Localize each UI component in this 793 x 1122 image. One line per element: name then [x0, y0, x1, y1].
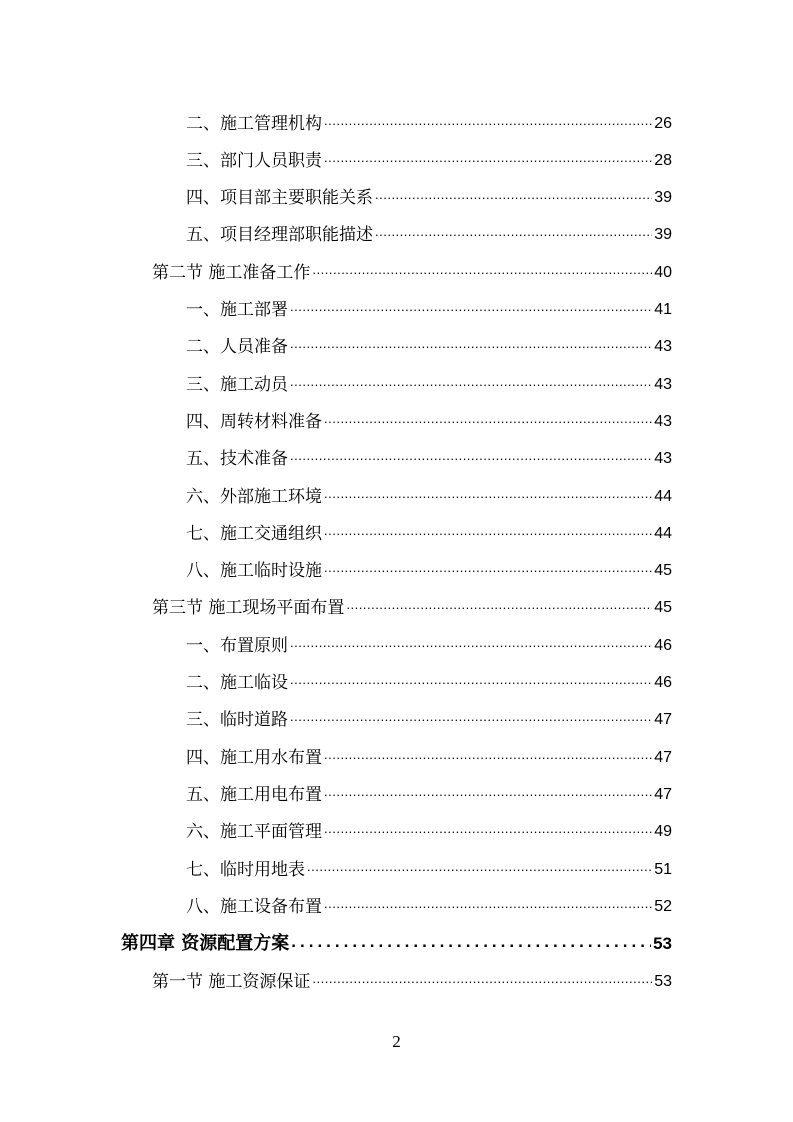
toc-entry-page: 51 [654, 861, 672, 878]
toc-dot-leader [290, 670, 652, 690]
toc-entry-page: 28 [654, 152, 672, 169]
toc-entry-title: 六、外部施工环境 [186, 487, 322, 507]
toc-entry-title: 二、施工管理机构 [186, 114, 322, 134]
toc-entry-title: 三、临时道路 [186, 710, 288, 730]
toc-entry[interactable] [152, 253, 672, 283]
toc-dot-leader [290, 297, 652, 317]
toc-entry-page: 45 [654, 562, 672, 579]
toc-dot-leader [324, 484, 652, 504]
toc-entry[interactable] [186, 477, 672, 507]
toc-dot-leader [324, 409, 652, 429]
toc-entry[interactable] [186, 700, 672, 730]
toc-dot-leader [375, 185, 652, 205]
toc-dot-leader [346, 595, 652, 615]
toc-dot-leader [291, 932, 651, 952]
toc-entry-page: 43 [654, 376, 672, 393]
toc-entry[interactable] [186, 663, 672, 693]
toc-entry-page: 47 [654, 711, 672, 728]
toc-dot-leader [324, 819, 652, 839]
toc-dot-leader [324, 745, 652, 765]
toc-entry-page: 45 [654, 599, 672, 616]
toc-entry-title: 四、周转材料准备 [186, 412, 322, 432]
toc-entry-title: 第四章 资源配置方案 [121, 933, 290, 954]
toc-dot-leader [290, 707, 652, 727]
toc-entry-title: 五、技术准备 [186, 449, 288, 469]
toc-entry-page: 47 [654, 786, 672, 803]
toc-entry-page: 47 [654, 749, 672, 766]
toc-dot-leader [324, 782, 652, 802]
toc-entry[interactable] [186, 514, 672, 544]
toc-entry-title: 第一节 施工资源保证 [152, 972, 311, 992]
toc-entry-title: 五、项目经理部职能描述 [186, 225, 373, 245]
toc-entry-title: 二、人员准备 [186, 337, 288, 357]
toc-entry-title: 七、施工交通组织 [186, 524, 322, 544]
toc-entry-title: 四、项目部主要职能关系 [186, 188, 373, 208]
toc-dot-leader [324, 111, 652, 131]
toc-entry-page: 46 [654, 674, 672, 691]
toc-entry-page: 40 [654, 264, 672, 281]
toc-entry-page: 52 [654, 898, 672, 915]
toc-entry-page: 44 [654, 525, 672, 542]
toc-entry-title: 八、施工设备布置 [186, 897, 322, 917]
toc-entry-page: 43 [654, 338, 672, 355]
toc-entry-title: 一、布置原则 [186, 636, 288, 656]
toc-entry[interactable] [186, 141, 672, 171]
toc-entry-page: 44 [654, 488, 672, 505]
toc-entry[interactable] [186, 327, 672, 357]
toc-entry-title: 六、施工平面管理 [186, 822, 322, 842]
toc-dot-leader [307, 857, 652, 877]
toc-entry[interactable] [186, 551, 672, 581]
toc-entry-page: 39 [654, 189, 672, 206]
toc-entry[interactable] [186, 850, 672, 880]
toc-dot-leader [324, 558, 652, 578]
toc-entry[interactable] [186, 365, 672, 395]
toc-dot-leader [324, 894, 652, 914]
toc-entry[interactable] [186, 402, 672, 432]
toc-dot-leader [324, 521, 652, 541]
toc-dot-leader [290, 446, 652, 466]
toc-entry-title: 七、临时用地表 [186, 860, 305, 880]
toc-entry-page: 53 [654, 973, 672, 990]
page-number: 2 [392, 1032, 401, 1051]
toc-entry-page: 43 [654, 413, 672, 430]
toc-dot-leader [312, 260, 652, 280]
toc-entry-page: 26 [654, 115, 672, 132]
toc-entry-title: 一、施工部署 [186, 300, 288, 320]
toc-entry-title: 二、施工临设 [186, 673, 288, 693]
toc-entry-title: 八、施工临时设施 [186, 561, 322, 581]
toc-entry-page: 39 [654, 226, 672, 243]
toc-dot-leader [375, 222, 652, 242]
toc-dot-leader [290, 633, 652, 653]
toc-entry-page: 49 [654, 823, 672, 840]
toc-entry[interactable] [186, 215, 672, 245]
toc-entry[interactable] [186, 775, 672, 805]
toc-entry[interactable] [186, 290, 672, 320]
toc-entry[interactable] [186, 439, 672, 469]
toc-entry-chapter[interactable] [121, 924, 672, 954]
toc-dot-leader [290, 334, 652, 354]
toc-entry-page: 46 [654, 637, 672, 654]
toc-entry-page: 53 [653, 934, 672, 953]
toc-entry-title: 第二节 施工准备工作 [152, 263, 311, 283]
toc-entry-title: 五、施工用电布置 [186, 785, 322, 805]
toc-entry[interactable] [186, 626, 672, 656]
toc-entry[interactable] [186, 812, 672, 842]
toc-entry[interactable] [152, 962, 672, 992]
toc-entry[interactable] [186, 887, 672, 917]
toc-dot-leader [312, 969, 652, 989]
toc-entry-title: 三、部门人员职责 [186, 151, 322, 171]
toc-entry[interactable] [186, 738, 672, 768]
toc-dot-leader [324, 148, 652, 168]
toc-entry[interactable] [152, 588, 672, 618]
toc-entry-title: 四、施工用水布置 [186, 748, 322, 768]
toc-entry[interactable] [186, 104, 672, 134]
toc-entry[interactable] [186, 178, 672, 208]
toc-dot-leader [290, 372, 652, 392]
toc-entry-title: 三、施工动员 [186, 375, 288, 395]
toc-entry-title: 第三节 施工现场平面布置 [152, 598, 345, 618]
toc-entry-page: 43 [654, 450, 672, 467]
toc-entry-page: 41 [654, 301, 672, 318]
